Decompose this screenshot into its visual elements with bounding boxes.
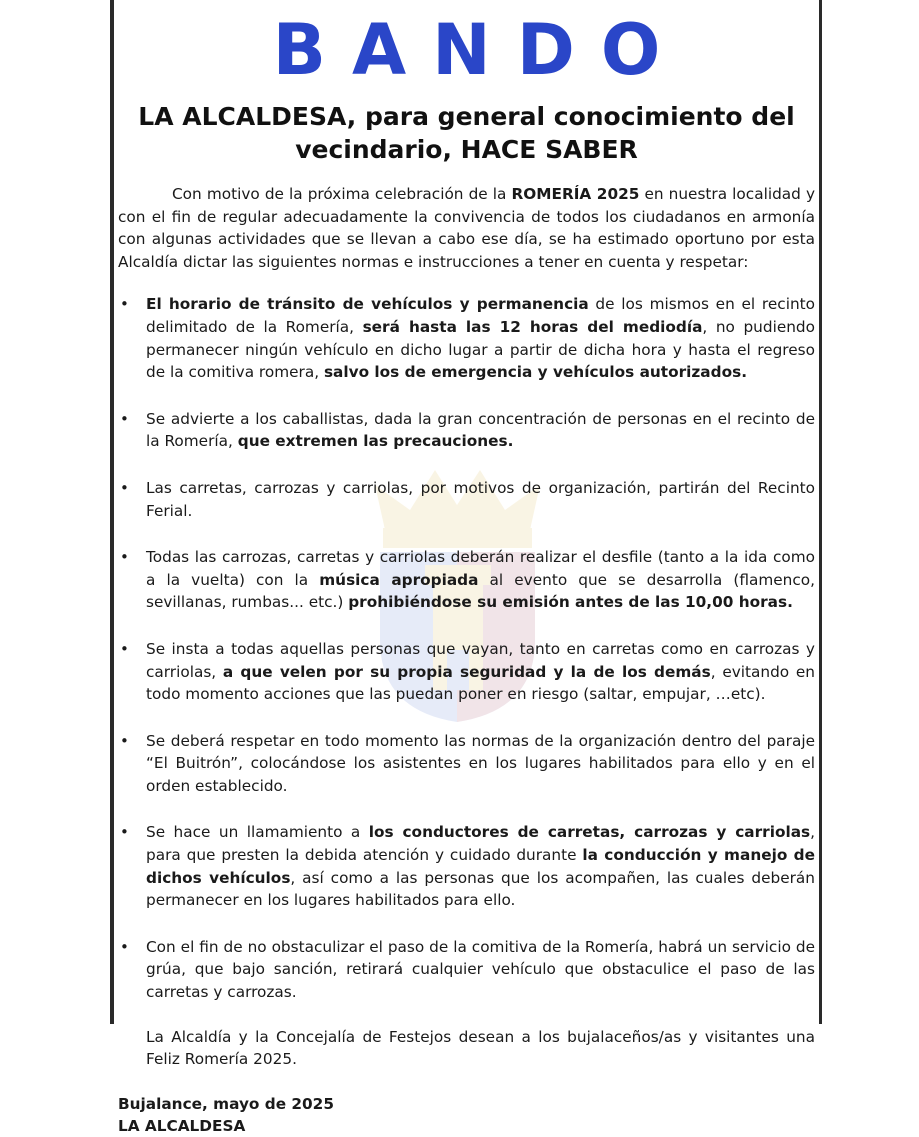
- signature-role: LA ALCALDESA: [118, 1116, 246, 1135]
- rule-5-text-1: Se insta a todas aquellas personas que vayan, tanto en carretas como en carrozas y carriolas,: [146, 639, 815, 681]
- rule-5-bold-1: a que velen por su propia seguridad y la de los demás: [222, 662, 711, 681]
- page-title: BANDO: [272, 9, 687, 91]
- bullet-icon: •: [120, 548, 129, 567]
- rule-1-text-2: , no pudiendo permanecer ningún vehículo en dicho lugar a partir de dicha hora y hasta el regreso de la comitiva romera,: [146, 317, 815, 382]
- intro-bold-romeria: ROMERÍA 2025: [511, 185, 640, 203]
- bullet-icon: •: [120, 409, 129, 428]
- rule-7-bold-2: la conducción y manejo de dichos vehículos: [146, 846, 816, 887]
- rule-item-7: [118, 821, 815, 911]
- rule-2-text-1: Se advierte a los caballistas, dada la gran concentración de personas en el recinto de la Romería,: [146, 409, 815, 451]
- subtitle: [114, 100, 819, 166]
- bullet-icon: •: [120, 823, 129, 842]
- rule-4-bold-2: prohibiéndose su emisión antes de las 10,00 horas.: [348, 593, 793, 612]
- rule-7-text-3: , así como a las personas que los acompañen, las cuales deberán permanecer en los lugares habilitados para ello.: [146, 868, 815, 910]
- rule-1-text-1: de los mismos en el recinto delimitado de la Romería,: [146, 295, 815, 336]
- rule-1-bold-1: El horario de tránsito de vehículos y permanencia: [146, 295, 589, 314]
- rule-item-4: [118, 546, 815, 614]
- rule-7-bold-1: los conductores de carretas, carrozas y carriolas: [368, 823, 811, 842]
- rule-7-text-2: , para que presten la debida atención y cuidado durante: [146, 823, 815, 865]
- closing-paragraph: La Alcaldía y la Concejalía de Festejos desean a los bujalaceños/as y visitantes una Feliz Romería 2025.: [146, 1027, 815, 1069]
- subtitle-line-1: LA ALCALDESA, para general conocimiento del: [138, 102, 795, 131]
- rule-item-5: [118, 638, 815, 706]
- rule-6-text-1: Se deberá respetar en todo momento las normas de la organización dentro del paraje “El Buitrón”, colocándose los asistentes en los lugares habilitados para ello y en el orden establecido.: [146, 731, 815, 795]
- rule-item-2: [118, 408, 815, 453]
- bullet-icon: •: [120, 639, 129, 658]
- rule-4-text-1: Todas las carrozas, carretas y carriolas deberán realizar el desfile (tanto a la ida como a la vuelta) con la: [146, 548, 815, 589]
- bullet-icon: •: [120, 731, 129, 750]
- intro-text-2: en nuestra localidad y con el fin de regular adecuadamente la convivencia de todos los ciudadanos en armonía con algunas actividades que se llevan a cabo ese día, se ha estimado oportuno por esta Alcaldía dictar las siguientes normas e instrucciones a tener en cuenta y respetar:: [118, 185, 815, 271]
- signature-block: [118, 1093, 815, 1137]
- rule-3-text-1: Las carretas, carrozas y carriolas, por motivos de organización, partirán del Recinto Ferial.: [146, 478, 815, 520]
- rule-7-text-1: Se hace un llamamiento a: [146, 823, 369, 842]
- intro-text-1: Con motivo de la próxima celebración de la: [172, 185, 512, 203]
- rule-4-text-2: al evento que se desarrolla (flamenco, sevillanas, rumbas... etc.): [146, 570, 815, 612]
- rule-1-bold-3: salvo los de emergencia y vehículos autorizados.: [323, 363, 748, 382]
- bullet-icon: •: [120, 937, 129, 956]
- proclamation-body: [118, 183, 815, 1137]
- bullet-icon: •: [120, 478, 129, 497]
- bullet-icon: •: [120, 295, 129, 314]
- rule-item-1: [118, 293, 815, 383]
- intro-paragraph: [118, 183, 815, 273]
- rules-list: [118, 293, 815, 1003]
- signature-place-date: Bujalance, mayo de 2025: [118, 1094, 334, 1113]
- rule-2-bold-1: que extremen las precauciones.: [237, 432, 514, 451]
- subtitle-line-2: vecindario, HACE SABER: [295, 135, 638, 164]
- rule-5-text-2: , evitando en todo momento acciones que las puedan poner en riesgo (saltar, empujar, …etc).: [146, 662, 816, 704]
- rule-item-6: [118, 730, 815, 798]
- rule-8-text-1: Con el fin de no obstaculizar el paso de la comitiva de la Romería, habrá un servicio de grúa, que bajo sanción, retirará cualquier vehículo que obstaculice el paso de las carretas y carrozas.: [146, 937, 815, 1002]
- right-border-line: [819, 0, 822, 1024]
- rule-4-bold-1: música apropiada: [319, 570, 479, 589]
- rule-item-8: [118, 936, 815, 1004]
- rule-item-3: [118, 477, 815, 522]
- rule-1-bold-2: será hasta las 12 horas del mediodía: [362, 317, 703, 336]
